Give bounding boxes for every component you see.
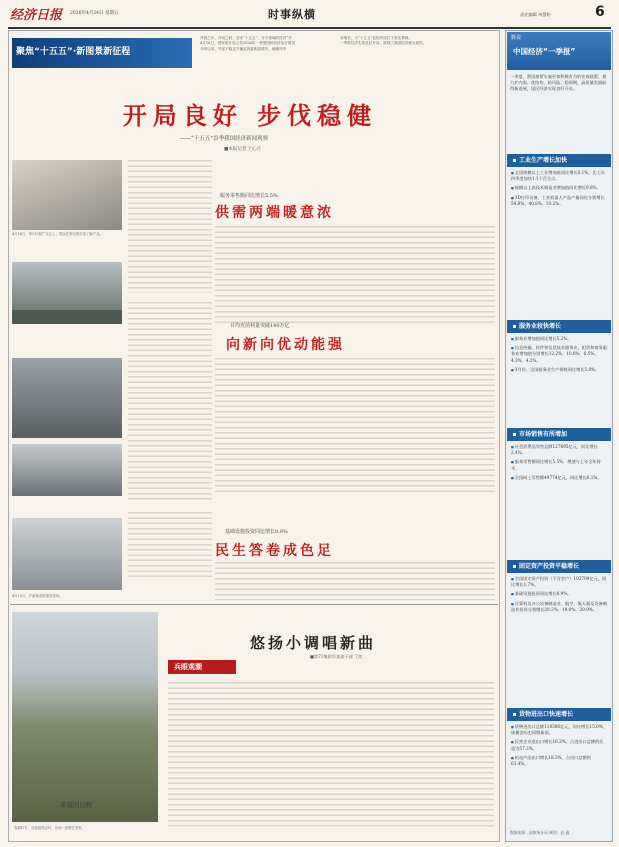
stat-item: ■ 规模以上高技术制造业增加值同比增长9.8%。: [511, 185, 607, 191]
photo-caption: 春耕时节，各地抢抓农时，田间一派繁忙景象。: [14, 826, 86, 830]
section-divider: [10, 604, 498, 605]
masthead: [0, 0, 619, 34]
skyline-decoration: [12, 310, 122, 324]
intro-column-right: [340, 36, 490, 78]
photo-caption: 4月15日，沪渝蓉高铁建设现场。: [12, 594, 63, 598]
story-kicker: 基础设施投资同比增长8.9%: [225, 529, 288, 535]
headline-byline: ■本报记者 于心月: [224, 147, 262, 152]
sidebar-footer: 数据来源：国家统计局 制图：赵 鑫: [510, 830, 570, 835]
photo-caption: 4月16日，第139届广交会上，观众在家电展位前了解产品。: [12, 232, 103, 236]
intro-line: 成增长，为“十五五”良好开局打下坚实基础。: [340, 36, 412, 40]
sidebar-section-title: 固定资产投资平稳增长: [507, 560, 611, 573]
highway-photo: [12, 358, 122, 438]
sidebar-section-body: [505, 442, 613, 486]
farm-tractor-photo: [12, 612, 158, 822]
intro-line: 今年以来，外部不稳定不确定因素明显增多，地缘冲突: [200, 46, 287, 51]
sidebar-intro: 一季度，我国加紧实施更加积极有为的宏观政策，着力扩内需、优结构、防风险、稳预期，高质量发展取得新进展，国民经济实现良好开局。: [510, 74, 607, 91]
intro-column: [200, 36, 330, 78]
stat-item: ■ 全国固定资产投资（不含农户）102709亿元，同比增长1.7%。: [511, 576, 607, 588]
intro-line: 开局之年，开局之时，迎来“十五五”，各个领域的经济“开: [200, 36, 292, 40]
story-title: 悠扬小调唱新曲: [250, 634, 377, 652]
stat-item: ■ 3D打印设备、工业机器人产品产量同比分别增长54.0%、40.8%、33.2%。: [511, 195, 607, 207]
editor-credit: 责任编辑 单慧粉: [520, 12, 551, 17]
newspaper-logo: 经济日报: [10, 8, 63, 23]
trade-fair-photo: [12, 160, 122, 230]
headline-subtitle: ——“十五五”首季我国经济新闻观察: [180, 136, 269, 142]
sidebar-section-title: 工业生产增长加快: [507, 154, 611, 167]
stat-item: ■ 全国网上零售额49774亿元，同比增长6.1%。: [511, 475, 607, 481]
sidebar-section-title: 市场销售有所增加: [507, 428, 611, 441]
photo-title: 希望的田野: [60, 801, 93, 809]
essay-label-text: 兵眼观潮: [174, 663, 202, 671]
article-column: [215, 224, 495, 324]
stat-item: ■ 计算机及办公设备制造业、航空、航天器及设备制造业投资分别增长28.3%、19.0%、20.9%。: [511, 601, 607, 613]
banner-text: 聚焦“十五五”·新图景新征程: [16, 47, 131, 57]
article-column: [128, 158, 212, 293]
stat-item: ■ 民营企业进出口增长16.2%，占进出口总额的比重为57.3%。: [511, 739, 607, 751]
stat-item: ■ 社会消费品零售总额127695亿元，同比增长2.4%。: [511, 444, 607, 456]
sidebar-section-body: [505, 722, 613, 772]
stat-item: ■ 基础设施投资同比增长8.9%。: [511, 591, 607, 597]
sidebar-section-body: [505, 574, 613, 618]
stat-item: ■ 信息传输、软件和信息技术服务业，租赁和商务服务业增加值分别增长12.2%、10.6%、6.5%、4.3%、4.2%。: [511, 345, 607, 364]
page-number: 6: [595, 4, 605, 20]
bridge-construction-photo: [12, 518, 122, 590]
stat-item: ■ 服务业增加值同比增长5.2%。: [511, 336, 607, 342]
intro-line: 一季度经济实现良好开局，展现了我国经济强大韧性。: [340, 41, 427, 46]
railway-photo: [12, 444, 122, 496]
story-kicker: 服务零售额同比增长5.5%: [220, 193, 278, 199]
story-kicker: 目均充消利量突破140万亿: [230, 323, 290, 329]
stat-item: ■ 货物进出口总额118380亿元，同比增长15.0%，规模创历史同期新高。: [511, 724, 607, 736]
article-column: [168, 680, 494, 830]
intro-line: 4月16日，国家统计局公布2026年一季度国民经济运行情况: [200, 41, 296, 46]
stat-item: ■ 全国规模以上工业增加值同比增长6.1%，比上年四季度加快1.1个百分点。: [511, 170, 607, 182]
section-title: 时事纵横: [268, 8, 316, 21]
story-title: 供需两端暖意浓: [215, 205, 334, 221]
story-title: 民生答卷成色足: [215, 543, 334, 559]
masthead-rule: [8, 27, 611, 29]
article-column: [215, 356, 495, 496]
story-title: 向新向优动能强: [226, 337, 345, 353]
article-column: [128, 300, 212, 500]
sidebar-header-title: 中国经济“一季报”: [513, 47, 576, 56]
article-column: [128, 510, 212, 580]
issue-date: 2026年4月24日 星期五: [70, 11, 119, 16]
sidebar-section-body: [505, 168, 613, 212]
sidebar-section-body: [505, 334, 613, 378]
story-byline: ■第71集团军某旅干部 丁凯: [310, 654, 363, 659]
sidebar-tag: 数说: [511, 35, 522, 41]
main-headline: 开局良好 步伐稳健: [122, 102, 378, 130]
sidebar-section-title: 货物进出口快速增长: [507, 708, 611, 721]
stat-item: ■ 服务零售额同比增长5.5%，增速与上年全年持平。: [511, 459, 607, 471]
sidebar-section-title: 服务业较快增长: [507, 320, 611, 333]
article-column: [215, 560, 495, 600]
stat-item: ■ 3月份，全国服务业生产指数同比增长5.8%。: [511, 367, 607, 373]
stat-item: ■ 机电产品出口增长18.3%，占出口总额的63.4%。: [511, 755, 607, 767]
